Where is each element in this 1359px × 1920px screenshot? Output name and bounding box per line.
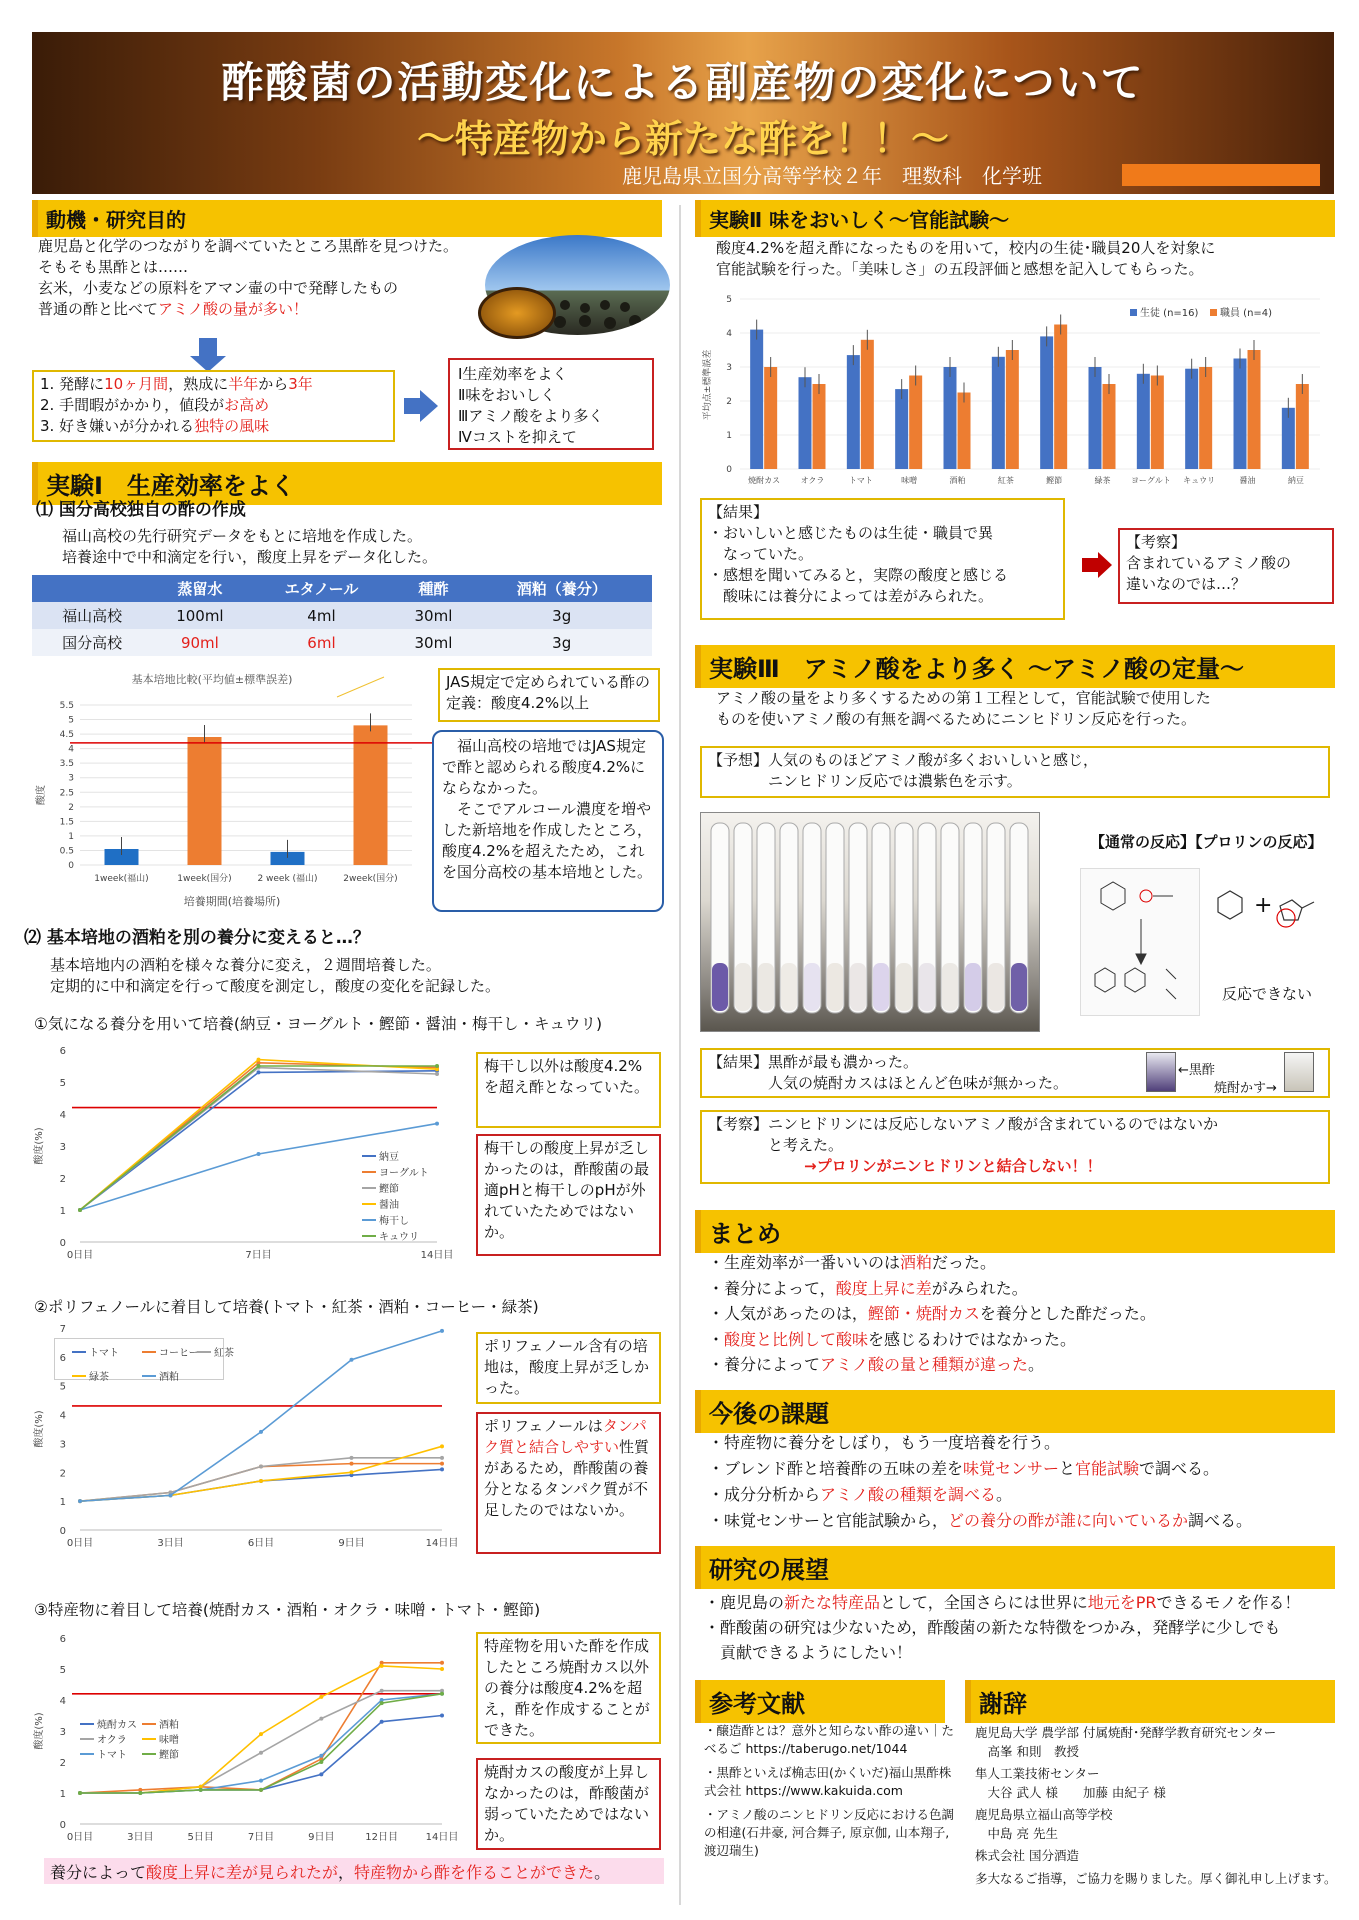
data-point xyxy=(440,1661,444,1665)
legend-label: 焼酎カス xyxy=(97,1720,137,1731)
goal-item: Ⅳコストを抑えて xyxy=(458,428,577,446)
tick-label: 2 week (福山) xyxy=(257,874,318,884)
motive-line: 普通の酢と比べてアミノ酸の量が多い！ xyxy=(38,300,309,318)
reaction-label: 【通常の反応】【プロリンの反応】 xyxy=(1090,833,1323,851)
sensory-chart xyxy=(700,285,1330,495)
future-heading: 今後の課題 xyxy=(695,1390,1335,1433)
data-point xyxy=(440,1692,444,1696)
polyphenol-chart xyxy=(32,1320,462,1565)
tick-label: 12日目 xyxy=(365,1832,399,1843)
legend-swatch xyxy=(1210,309,1217,316)
bar xyxy=(992,357,1005,469)
data-point xyxy=(350,1456,354,1460)
tick-label: 0.5 xyxy=(59,846,74,857)
legend-label: 酒粕 xyxy=(159,1372,179,1383)
data-point xyxy=(319,1760,323,1764)
data-point xyxy=(440,1462,444,1466)
tick-label: 4 xyxy=(726,329,732,339)
tick-label: 3.5 xyxy=(59,759,74,770)
bar xyxy=(354,725,388,865)
tick-label: 1 xyxy=(59,1497,66,1509)
motive-line: 鹿児島と化学のつながりを調べていたところ黒酢を見つけた。 xyxy=(38,237,459,255)
bar xyxy=(1199,367,1212,469)
bar xyxy=(895,389,908,469)
refs-list xyxy=(704,1722,956,1860)
tick-label: 2 xyxy=(59,1468,66,1480)
c2-note1: ポリフェノール含有の培地は，酸度上昇が乏しかった。 xyxy=(476,1332,661,1404)
tick-label: 1 xyxy=(59,1789,66,1800)
data-point xyxy=(319,1717,323,1721)
tick-label: 0 xyxy=(59,1820,66,1831)
list-item: ・生産効率が一番いいのは酒粕だった。 xyxy=(708,1253,997,1272)
bar xyxy=(799,377,812,469)
right-arrow-icon xyxy=(1082,558,1098,572)
c2-note2: ポリフェノールはタンパク質と結合しやすい性質があるため，酢酸菌の養分となるタンパク質が不足したのではないか。 xyxy=(476,1412,661,1554)
down-arrow-icon xyxy=(199,338,217,356)
tick-label: 焼酎カス xyxy=(748,476,781,485)
tick-label: 酒粕 xyxy=(949,476,966,485)
exp1-sub1: ⑴ 国分高校独自の酢の作成 xyxy=(36,500,246,520)
list-item: ・ブレンド酢と培養酢の五味の差を味覚センサーと官能試験で調べる。 xyxy=(708,1459,1220,1478)
list-item: ・醸造酢とは？意外と知らない酢の違い｜たべるご https://taberugo.net/1044 xyxy=(704,1723,955,1756)
tick-label: 3 xyxy=(726,363,732,373)
legend-label: 納豆 xyxy=(379,1152,399,1163)
legend-label: ヨーグルト xyxy=(379,1168,429,1179)
y-axis-label: 平均点±標準誤差 xyxy=(703,349,713,421)
legend-label: トマト xyxy=(97,1750,127,1761)
kurozu-tube-photo xyxy=(1146,1052,1176,1092)
data-point xyxy=(440,1456,444,1460)
tick-label: 4 xyxy=(68,744,74,755)
test-tube-photo xyxy=(700,812,1040,1032)
tick-label: 醤油 xyxy=(1239,476,1256,485)
tube-liquid xyxy=(873,963,889,1011)
tick-label: 4 xyxy=(59,1110,66,1121)
tick-label: 1.5 xyxy=(59,817,74,828)
list-item: ・養分によって，酸度上昇に差がみられた。 xyxy=(708,1278,1028,1298)
thanks-heading: 謝辞 xyxy=(965,1680,1335,1723)
goal-item: Ⅱ味をおいしく xyxy=(458,386,556,404)
tick-label: 0 xyxy=(59,1526,66,1537)
series-line xyxy=(80,1446,442,1501)
bar xyxy=(750,330,763,469)
tick-label: 4 xyxy=(59,1410,66,1422)
exp3-result: 【結果】黒酢が最も濃かった。 人気の焼酎カスはほとんど色味が無かった。 xyxy=(700,1048,1330,1098)
tick-label: 緑茶 xyxy=(1094,476,1111,485)
summary-list xyxy=(708,1250,1156,1378)
data-point xyxy=(199,1788,203,1792)
legend-label: 梅干し xyxy=(379,1216,409,1227)
legend-label: オクラ xyxy=(97,1735,127,1746)
tick-label: 5 xyxy=(59,1381,66,1393)
data-point xyxy=(435,1064,439,1068)
tick-label: 0 xyxy=(59,1238,66,1249)
c1-note1: 梅干し以外は酸度4.2%を超え酢となっていた。 xyxy=(476,1052,661,1128)
tube-liquid xyxy=(1011,963,1027,1011)
tube-liquid xyxy=(758,963,774,1011)
bar xyxy=(1006,350,1019,469)
no-reaction-label: 反応できない xyxy=(1222,985,1313,1003)
legend-label: キュウリ xyxy=(379,1232,419,1243)
tick-label: 1 xyxy=(726,431,732,441)
data-point xyxy=(380,1701,384,1705)
data-point xyxy=(350,1462,354,1466)
chart3-title: ③特産物に着目して培養(焼酎カス・酒粕・オクラ・味噌・トマト・鰹節) xyxy=(34,1601,541,1619)
y-axis-label: 酸度 xyxy=(36,785,47,805)
exp3-predict: 【予想】人気のものほどアミノ酸が多くおいしいと感じ， ニンヒドリン反応では濃紫色を示す。 xyxy=(700,746,1330,798)
tube-liquid xyxy=(804,963,820,1011)
issue-line: 1. 発酵に10ヶ月間，熟成に半年から3年 xyxy=(40,375,313,393)
bar xyxy=(1103,384,1116,469)
data-point xyxy=(440,1329,444,1333)
data-point xyxy=(350,1470,354,1474)
tick-label: 7日目 xyxy=(247,1832,275,1843)
chart2-title: ②ポリフェノールに着目して培養(トマト・紅茶・酒粕・コーヒー・緑茶) xyxy=(34,1298,539,1316)
callout-line xyxy=(337,677,384,697)
legend-label: 味噌 xyxy=(159,1735,179,1746)
tick-label: 納豆 xyxy=(1287,476,1304,485)
tick-label: 0日目 xyxy=(66,1832,94,1843)
issues-box xyxy=(32,370,395,442)
bar xyxy=(1151,376,1164,470)
bar xyxy=(847,355,860,469)
tick-label: 2 xyxy=(726,397,732,407)
outlook-text: ・鹿児島の新たな特産品として，全国さらには世界に地元をPRできるモノを作る！ ・酢酸菌の研究は少ないため，酢酸菌の新たな特徴をつかみ，発酵学に少しでも 貢献できるようにしたい！ xyxy=(704,1593,1301,1662)
legend-label: 緑茶 xyxy=(89,1372,109,1383)
tube-liquid xyxy=(965,963,981,1011)
data-point xyxy=(319,1695,323,1699)
tick-label: 2week(国分) xyxy=(343,874,398,884)
bar xyxy=(813,384,826,469)
legend-label: 醤油 xyxy=(379,1200,399,1211)
data-point xyxy=(138,1791,142,1795)
school-name: 鹿児島県立国分高等学校２年 理数科 化学班 xyxy=(622,164,1042,188)
tube-liquid xyxy=(919,963,935,1011)
data-point xyxy=(380,1720,384,1724)
proline-reaction-diagram xyxy=(1210,868,1330,968)
exp1-conclusion: 養分によって酸度上昇に差が見られたが，特産物から酢を作ることができた。 xyxy=(44,1858,664,1884)
tube-liquid xyxy=(735,963,751,1011)
series-line xyxy=(80,1694,442,1793)
tick-label: 6日目 xyxy=(247,1538,275,1549)
tick-label: 3 xyxy=(59,1439,66,1451)
bar xyxy=(1137,374,1150,469)
summary-heading: まとめ xyxy=(695,1210,1335,1253)
tick-label: 7 xyxy=(59,1324,66,1335)
exp1-desc: 福山高校の先行研究データをもとに培地を作成した。 培養途中で中和滴定を行い，酸度上昇をデータ化した。 xyxy=(62,527,438,566)
tick-label: 0日目 xyxy=(66,1250,94,1261)
right-arrow-head-icon xyxy=(1098,552,1112,578)
y-axis-label: 酸度(%) xyxy=(34,1410,45,1448)
goal-item: Ⅲアミノ酸をより多く xyxy=(458,407,604,425)
tick-label: 2 xyxy=(59,1174,66,1185)
legend-label: 酒粕 xyxy=(159,1720,179,1731)
explain-box: 福山高校の培地ではJAS規定で酢と認められる酸度4.2%にならなかった。 そこでアルコール濃度を増やした新培地を作成したところ，酸度4.2%を超えたため，これを国分高校の基本培地とした。 xyxy=(432,730,664,912)
tube-liquid xyxy=(896,963,912,1011)
tick-label: 5 xyxy=(59,1665,66,1676)
tick-label: 5 xyxy=(68,715,74,726)
tick-label: 2 xyxy=(59,1758,66,1769)
tick-label: 3 xyxy=(59,1727,66,1738)
tick-label: 0日目 xyxy=(66,1538,94,1549)
data-point xyxy=(380,1689,384,1693)
specialty-chart xyxy=(32,1630,462,1850)
tick-label: 14日目 xyxy=(425,1538,459,1549)
tick-label: 鰹節 xyxy=(1046,476,1063,485)
bar xyxy=(1040,336,1053,469)
refs-heading: 参考文献 xyxy=(695,1680,945,1723)
y-axis-label: 酸度(%) xyxy=(34,1127,45,1165)
data-point xyxy=(259,1732,263,1736)
data-point xyxy=(78,1499,82,1503)
bar xyxy=(958,393,971,470)
tick-label: 14日目 xyxy=(420,1250,454,1261)
tick-label: 1 xyxy=(59,1206,66,1217)
exp1-desc2: 基本培地内の酒粕を様々な養分に変え，２週間培養した。 定期的に中和滴定を行って酸度を測定し，酸度の変化を記録した。 xyxy=(50,956,501,995)
poster-subtitle: ～特産物から新たな酢を！！～ xyxy=(416,117,949,161)
data-point xyxy=(169,1493,173,1497)
list-item: ・酸度と比例して酸味を感じるわけではなかった。 xyxy=(708,1329,1077,1349)
data-point xyxy=(350,1358,354,1362)
chart-title: 基本培地比較(平均値±標準誤差) xyxy=(131,673,293,686)
data-point xyxy=(257,1070,261,1074)
list-item: ・アミノ酸のニンヒドリン反応における色調の相違(石井豪, 河合舞子, 原京伽, 山本翔子, 渡辺瑞生) xyxy=(704,1807,955,1858)
shochu-label: 焼酎かす→ xyxy=(1214,1081,1277,1096)
tick-label: 3 xyxy=(68,773,74,784)
future-list xyxy=(708,1430,1252,1534)
tick-label: 0 xyxy=(68,861,74,871)
exp3-heading: 実験Ⅲ アミノ酸をより多く ～アミノ酸の定量～ xyxy=(695,645,1335,688)
motive-line: 玄米，小麦などの原料をアマン壷の中で発酵したもの xyxy=(38,279,399,297)
data-point xyxy=(257,1064,261,1068)
tick-label: 4.5 xyxy=(59,730,74,741)
bar xyxy=(944,367,957,469)
data-point xyxy=(440,1444,444,1448)
tick-label: キュウリ xyxy=(1183,476,1216,485)
tick-label: 3 xyxy=(59,1142,66,1153)
tube-liquid xyxy=(827,963,843,1011)
column-divider xyxy=(679,205,681,1905)
tube-liquid xyxy=(781,963,797,1011)
data-point xyxy=(435,1072,439,1076)
exp2-consider: 【考察】 含まれているアミノ酸の 違いなのでは…？ xyxy=(1118,528,1334,604)
data-point xyxy=(259,1751,263,1755)
tick-label: ヨーグルト xyxy=(1130,476,1171,485)
tick-label: 9日目 xyxy=(338,1538,365,1549)
poster-title: 酢酸菌の活動変化による副産物の変化について xyxy=(221,58,1145,107)
data-point xyxy=(319,1754,323,1758)
data-point xyxy=(78,1208,82,1212)
goals-box xyxy=(448,358,654,450)
list-item: ・黒酢といえば桷志田(かくいだ)福山黒酢株式会社 https://www.kakuida.com xyxy=(704,1765,952,1798)
exp2-result: 【結果】 ・おいしいと感じたものは生徒・職員で異 なっていた。 ・感想を聞いてみると，実際の酸度と感じる 酸味には養分によっては差がみられた。 xyxy=(700,498,1065,620)
tube-liquid xyxy=(942,963,958,1011)
bar xyxy=(1185,369,1198,469)
series-line xyxy=(80,1694,442,1793)
tick-label: オクラ xyxy=(800,476,825,485)
list-item: ・養分によってアミノ酸の量と種類が違った。 xyxy=(708,1355,1045,1374)
data-point xyxy=(259,1465,263,1469)
motive-line: そもそも黒酢とは…… xyxy=(38,258,189,276)
y-axis-label: 酸度(%) xyxy=(34,1712,45,1750)
legend-label: 生徒 (n=16) xyxy=(1140,308,1199,319)
data-point xyxy=(257,1152,261,1156)
bar xyxy=(1054,325,1067,470)
issue-line: 2. 手間暇がかかり，値段がお高め xyxy=(40,396,270,414)
tick-label: 5 xyxy=(59,1078,66,1089)
tick-label: 7日目 xyxy=(245,1250,272,1261)
bar xyxy=(188,737,222,865)
bar xyxy=(1296,384,1309,469)
table-row: 国分高校 90ml 6ml 30ml 3g xyxy=(32,629,652,656)
tick-label: トマト xyxy=(848,476,873,485)
tube-liquid xyxy=(988,963,1004,1011)
data-point xyxy=(78,1791,82,1795)
tick-label: 0 xyxy=(726,465,732,475)
bar xyxy=(1089,367,1102,469)
c3-note1: 特産物を用いた酢を作成したところ焼酎カス以外の養分は酸度4.2%を超え，酢を作成することができた。 xyxy=(476,1632,661,1744)
data-point xyxy=(380,1664,384,1668)
tube-liquid xyxy=(850,963,866,1011)
data-point xyxy=(319,1772,323,1776)
legend-label: 職員 (n=4) xyxy=(1220,308,1273,319)
bar xyxy=(764,367,777,469)
tick-label: 5日目 xyxy=(187,1832,214,1843)
exp3-consider: 【考察】ニンヒドリンには反応しないアミノ酸が含まれているのではないか と考えた。 →プロリンがニンヒドリンと結合しない！！ xyxy=(700,1110,1330,1184)
data-point xyxy=(440,1714,444,1718)
tick-label: 3日目 xyxy=(157,1538,184,1549)
nutrient-chart xyxy=(32,1040,462,1280)
exp1-sub2: ⑵ 基本培地の酒粕を別の養分に変えると…？ xyxy=(24,928,370,948)
tick-label: 3日目 xyxy=(127,1832,154,1843)
kurozu-label: ←黒酢 xyxy=(1178,1063,1215,1078)
poster-header xyxy=(32,32,1334,194)
tick-label: 5.5 xyxy=(59,701,74,711)
thanks-list: 鹿児島大学 農学部 付属焼酎･発酵学教育研究センター 高峯 和則 教授 隼人工業技術センター 大谷 武人 様 加藤 由紀子 様 鹿児島県立福山高等学校 中島 亮 先生 株式会社 国分酒造 多大なるご指導，ご協力を賜りました。厚く御礼申し上げます。 xyxy=(975,1725,1337,1886)
bar xyxy=(1234,359,1247,470)
issue-line: 3. 好き嫌いが分かれる独特の風味 xyxy=(40,417,270,435)
legend-label: 鰹節 xyxy=(379,1184,399,1195)
chart1-title: ①気になる養分を用いて培養(納豆・ヨーグルト・鰹節・醤油・梅干し・キュウリ) xyxy=(34,1015,603,1033)
list-item: ・成分分析からアミノ酸の種類を調べる。 xyxy=(708,1485,1013,1504)
tick-label: 14日目 xyxy=(425,1832,459,1843)
bar xyxy=(1248,350,1261,469)
c1-note2: 梅干しの酸度上昇が乏しかったのは，酢酸菌の最適pHと梅干しのpHが外れていたためではないか。 xyxy=(476,1134,661,1256)
legend-label: コーヒー xyxy=(159,1348,199,1359)
tick-label: 紅茶 xyxy=(997,476,1014,485)
x-axis-label: 培養期間(培養場所) xyxy=(183,895,281,908)
data-point xyxy=(440,1467,444,1471)
data-point xyxy=(435,1122,439,1126)
tick-label: 味噌 xyxy=(901,476,918,485)
normal-reaction-diagram xyxy=(1080,868,1200,1016)
tube-liquid xyxy=(712,963,728,1011)
table-row: 福山高校 100ml 4ml 30ml 3g xyxy=(32,602,652,629)
tick-label: 1week(福山) xyxy=(94,874,149,884)
data-point xyxy=(259,1788,263,1792)
bar xyxy=(909,376,922,470)
shochu-tube-photo xyxy=(1284,1052,1314,1092)
data-point xyxy=(257,1058,261,1062)
legend-label: 紅茶 xyxy=(214,1348,234,1359)
list-item: ・特産物に養分をしぼり，もう一度培養を行う。 xyxy=(708,1433,1061,1452)
vinegar-dish-icon xyxy=(478,287,556,339)
legend-swatch xyxy=(1130,309,1137,316)
goal-item: Ⅰ生産効率をよく xyxy=(458,365,568,383)
legend-label: 鰹節 xyxy=(159,1750,179,1761)
series-line xyxy=(80,1691,442,1793)
legend-label: トマト xyxy=(89,1348,119,1359)
data-point xyxy=(440,1667,444,1671)
medium-table: 蒸留水 エタノール 種酢 酒粕（養分） 福山高校 100ml 4ml 30ml 3g 国分高校 90ml 6ml 30ml 3g xyxy=(32,575,652,656)
motive-heading: 動機・研究目的 xyxy=(32,200,662,237)
outlook-heading: 研究の展望 xyxy=(695,1546,1335,1589)
tick-label: 6 xyxy=(59,1352,66,1364)
tick-label: 2 xyxy=(68,802,74,813)
tick-label: 5 xyxy=(726,295,732,305)
exp2-desc: 酸度4.2%を超え酢になったものを用いて，校内の生徒･職員20人を対象に 官能試験を行った。「美味しさ」の五段評価と感想を記入してもらった。 xyxy=(716,239,1216,278)
list-item: ・味覚センサーと官能試験から，どの養分の酢が誰に向いているか調べる。 xyxy=(708,1511,1253,1530)
jas-box: JAS規定で定められている酢の定義：酸度4.2%以上 xyxy=(438,668,660,722)
tick-label: 9日目 xyxy=(308,1832,335,1843)
tick-label: 1 xyxy=(68,831,74,842)
right-arrow-head-icon xyxy=(420,390,438,422)
data-point xyxy=(259,1779,263,1783)
exp2-heading: 実験Ⅱ 味をおいしく～官能試験～ xyxy=(695,200,1335,237)
tick-label: 6 xyxy=(59,1046,66,1057)
tick-label: 1week(国分) xyxy=(177,874,232,884)
right-arrow-icon xyxy=(404,398,420,414)
c3-note2: 焼酎カスの酸度が上昇しなかったのは，酢酸菌が弱っていたためではないか。 xyxy=(476,1758,661,1850)
basic-medium-chart xyxy=(32,665,432,915)
accent-bar xyxy=(1122,164,1320,186)
bar xyxy=(861,340,874,469)
data-point xyxy=(259,1479,263,1483)
tick-label: 2.5 xyxy=(59,788,74,799)
series-line xyxy=(80,1331,442,1501)
tick-label: 4 xyxy=(59,1696,66,1707)
motive-text xyxy=(38,236,458,320)
tick-label: 6 xyxy=(59,1634,66,1645)
svg-text:+: + xyxy=(1254,893,1273,918)
list-item: ・人気があったのは，鰹節・焼酎カスを養分とした酢だった。 xyxy=(708,1304,1156,1323)
exp1-heading: 実験Ⅰ 生産効率をよく xyxy=(32,462,662,505)
exp3-desc: アミノ酸の量をより多くするための第１工程として，官能試験で使用した ものを使いアミノ酸の有無を調べるためにニンヒドリン反応を行った。 xyxy=(716,689,1211,728)
data-point xyxy=(259,1430,263,1434)
